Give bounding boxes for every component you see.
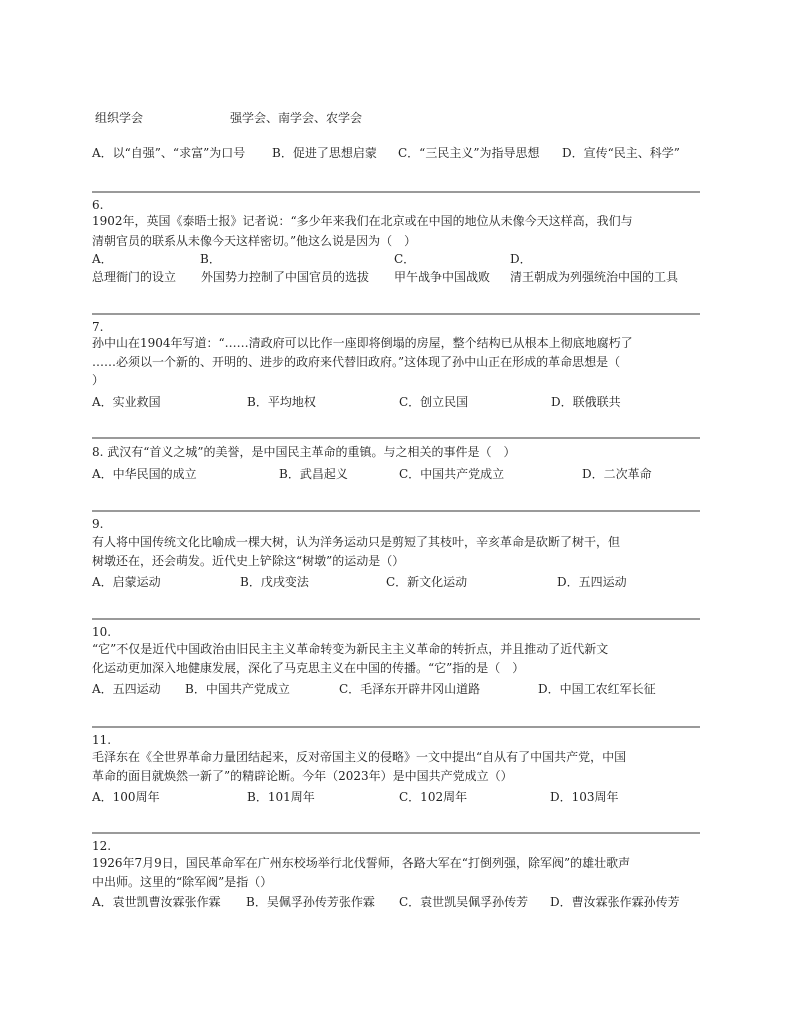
option-c[interactable]: C．新文化运动	[386, 575, 468, 589]
option-a[interactable]: A．实业救国	[92, 395, 161, 409]
option-a[interactable]: A．以“自强”、“求富”为口号	[92, 146, 246, 160]
question-stem: 1902年，英国《泰晤士报》记者说：“多少年来我们在北京或在中国的地位从未像今天这样高，我们与	[92, 214, 633, 228]
option-d[interactable]: D．联俄联共	[551, 395, 621, 409]
divider	[92, 437, 700, 439]
question-stem: “它”不仅是近代中国政治由旧民主主义革命转变为新民主主义革命的转折点，并且推动了近代新文	[92, 642, 609, 656]
option-letter-d: D．	[510, 252, 532, 266]
question-number: 10.	[92, 625, 112, 639]
question-stem: 中出师。这里的“除军阀”是指（）	[92, 875, 273, 889]
question-number: 7.	[92, 320, 104, 334]
option-d[interactable]: D．103周年	[550, 790, 619, 804]
option-b[interactable]: B．中国共产党成立	[185, 682, 290, 696]
option-b[interactable]: B．促进了思想启蒙	[272, 146, 377, 160]
question-stem: ）	[92, 373, 105, 387]
option-d[interactable]: D．五四运动	[557, 575, 627, 589]
option-c[interactable]: C．袁世凯吴佩孚孙传芳	[399, 895, 529, 909]
divider	[92, 618, 700, 620]
question-stem: 孙中山在1904年写道：“……清政府可以比作一座即将倒塌的房屋，整个结构已从根本上彻底地腐朽了	[92, 336, 633, 350]
option-letter-c: C．	[394, 252, 416, 266]
option-c[interactable]: C．创立民国	[399, 395, 469, 409]
question-number: 11.	[92, 733, 112, 747]
divider	[92, 726, 700, 728]
question-stem: ……必须以一个新的、开明的、进步的政府来代替旧政府。”这体现了孙中山正在形成的革命思想是（	[92, 355, 621, 369]
question-stem: 树墩还在，还会萌发。近代史上铲除这“树墩”的运动是（）	[92, 554, 405, 568]
option-b[interactable]: B．101周年	[247, 790, 315, 804]
option-b[interactable]: B．戊戌变法	[240, 575, 309, 589]
option-c[interactable]: C．102周年	[399, 790, 468, 804]
option-d[interactable]: D．二次革命	[582, 467, 652, 481]
option-b[interactable]: B．武昌起义	[279, 467, 348, 481]
divider	[92, 191, 700, 193]
question-number: 9.	[92, 517, 104, 531]
option-a[interactable]: A．袁世凯曹汝霖张作霖	[92, 895, 221, 909]
option-c[interactable]: C．“三民主义”为指导思想	[398, 146, 540, 160]
divider	[92, 510, 700, 512]
table-cell-left: 组织学会	[95, 111, 144, 125]
option-a[interactable]: A．100周年	[92, 790, 160, 804]
option-a[interactable]: A．五四运动	[92, 682, 161, 696]
option-d[interactable]: D．中国工农红军长征	[538, 682, 656, 696]
option-b[interactable]: 外国势力控制了中国官员的选拔	[201, 270, 370, 284]
question-stem: 有人将中国传统文化比喻成一棵大树，认为洋务运动只是剪短了其枝叶，辛亥革命是砍断了树干，但	[92, 535, 621, 549]
option-c[interactable]: 甲午战争中国战败	[394, 270, 491, 284]
option-d[interactable]: D．曹汝霖张作霖孙传芳	[550, 895, 680, 909]
option-letter-b: B．	[200, 252, 221, 266]
option-a[interactable]: A．中华民国的成立	[92, 467, 197, 481]
question-stem: 革命的面目就焕然一新了”的精辟论断。今年（2023年）是中国共产党成立（）	[92, 769, 513, 783]
option-a[interactable]: 总理衙门的设立	[92, 270, 177, 284]
question-stem: 化运动更加深入地健康发展，深化了马克思主义在中国的传播。“它”指的是（ ）	[92, 661, 525, 675]
option-b[interactable]: B．平均地权	[247, 395, 316, 409]
table-cell-right: 强学会、南学会、农学会	[230, 111, 363, 125]
question-stem: 清朝官员的联系从未像今天这样密切。”他这么说是因为（ ）	[92, 234, 417, 248]
divider	[92, 832, 700, 834]
question-stem: 毛泽东在《全世界革命力量团结起来，反对帝国主义的侵略》一文中提出“自从有了中国共产党，中国	[92, 750, 627, 764]
question-number: 12.	[92, 839, 112, 853]
option-d[interactable]: 清王朝成为列强统治中国的工具	[510, 270, 679, 284]
option-c[interactable]: C．中国共产党成立	[399, 467, 505, 481]
question-number: 6.	[92, 198, 104, 212]
divider	[92, 313, 700, 315]
option-letter-a: A．	[92, 252, 113, 266]
option-c[interactable]: C．毛泽东开辟井冈山道路	[339, 682, 481, 696]
option-d[interactable]: D．宣传“民主、科学”	[562, 146, 680, 160]
question-stem: 1926年7月9日，国民革命军在广州东校场举行北伐誓师，各路大军在“打倒列强，除军阀”的雄壮歌声	[92, 856, 631, 870]
option-b[interactable]: B．吴佩孚孙传芳张作霖	[246, 895, 375, 909]
option-a[interactable]: A．启蒙运动	[92, 575, 161, 589]
question-stem: 8. 武汉有“首义之城”的美誉，是中国民主革命的重镇。与之相关的事件是（ ）	[92, 445, 516, 459]
